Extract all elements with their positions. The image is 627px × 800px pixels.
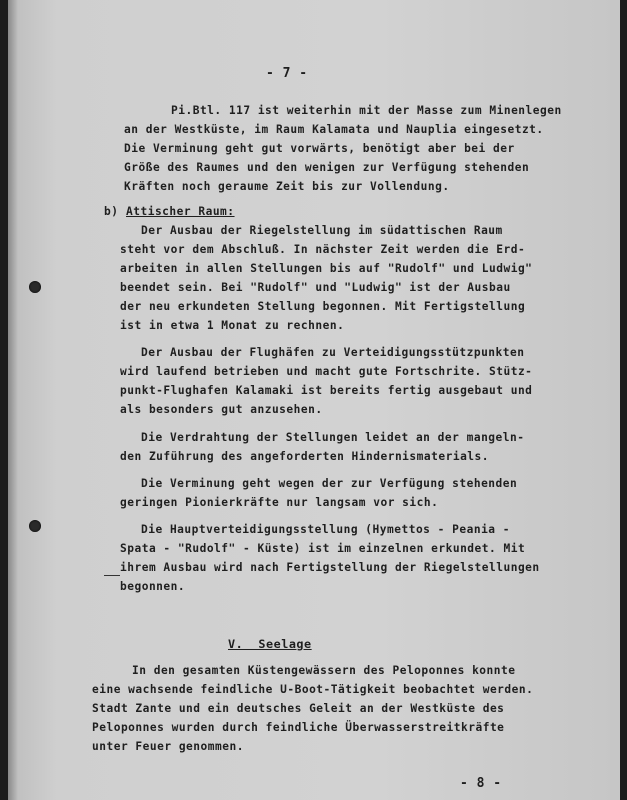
document-page [8, 0, 620, 800]
p6-line-1: Die Hauptverteidigungsstellung (Hymettos - Peania - [141, 523, 511, 536]
p1-line-4: Größe des Raumes und den wenigen zur Verfügung stehenden [124, 161, 530, 174]
p7-line-3: Stadt Zante und ein deutsches Geleit an der Westküste des [92, 702, 505, 715]
p1-line-1: Pi.Btl. 117 ist weiterhin mit der Masse zum Minenlegen [171, 104, 562, 117]
p4-line-2: den Zuführung des angeforderten Hindernismaterials. [120, 450, 490, 463]
section-b-title: Attischer Raum: [126, 205, 235, 218]
p2-line-1: Der Ausbau der Riegelstellung im südattischen Raum [141, 224, 503, 237]
margin-dash [104, 575, 120, 576]
p7-line-5: unter Feuer genommen. [92, 740, 244, 753]
section-v-title: V. Seelage [228, 637, 312, 651]
punch-hole-lower [29, 520, 41, 532]
p1-line-2: an der Westküste, im Raum Kalamata und Nauplia eingesetzt. [124, 123, 544, 136]
p7-line-2: eine wachsende feindliche U-Boot-Tätigkeit beobachtet werden. [92, 683, 534, 696]
p1-line-3: Die Verminung geht gut vorwärts, benötigt aber bei der [124, 142, 515, 155]
p3-line-4: als besonders gut anzusehen. [120, 403, 323, 416]
p7-line-1: In den gesamten Küstengewässern des Peloponnes konnte [132, 664, 516, 677]
p4-line-1: Die Verdrahtung der Stellungen leidet an der mangeln- [141, 431, 525, 444]
p6-line-4: begonnen. [120, 580, 186, 593]
p2-line-2: steht vor dem Abschluß. In nächster Zeit werden die Erd- [120, 243, 526, 256]
page-number-bottom: - 8 - [460, 776, 502, 791]
section-b-marker: b) [104, 205, 119, 218]
p3-line-1: Der Ausbau der Flughäfen zu Verteidigungsstützpunkten [141, 346, 525, 359]
p1-line-5: Kräften noch geraume Zeit bis zur Vollendung. [124, 180, 450, 193]
p6-line-3: ihrem Ausbau wird nach Fertigstellung der Riegelstellungen [120, 561, 540, 574]
p5-line-2: geringen Pionierkräfte nur langsam vor sich. [120, 496, 439, 509]
page-edge-shadow [8, 0, 18, 800]
p2-line-4: beendet sein. Bei "Rudolf" und "Ludwig" ist der Ausbau [120, 281, 511, 294]
p7-line-4: Peloponnes wurden durch feindliche Überwasserstreitkräfte [92, 721, 505, 734]
p2-line-6: ist in etwa 1 Monat zu rechnen. [120, 319, 345, 332]
p5-line-1: Die Verminung geht wegen der zur Verfügung stehenden [141, 477, 518, 490]
punch-hole-upper [29, 281, 41, 293]
p3-line-2: wird laufend betrieben und macht gute Fortschrite. Stütz- [120, 365, 533, 378]
p6-line-2: Spata - "Rudolf" - Küste) ist im einzelnen erkundet. Mit [120, 542, 526, 555]
p2-line-5: der neu erkundeten Stellung begonnen. Mit Fertigstellung [120, 300, 526, 313]
p2-line-3: arbeiten in allen Stellungen bis auf "Rudolf" und Ludwig" [120, 262, 533, 275]
p3-line-3: punkt-Flughafen Kalamaki ist bereits fertig ausgebaut und [120, 384, 533, 397]
page-number-top: - 7 - [266, 66, 308, 81]
